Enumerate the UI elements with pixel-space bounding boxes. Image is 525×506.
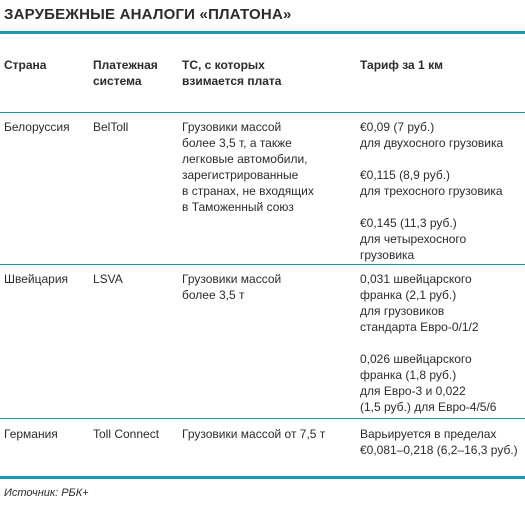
tariff-line: для грузовиков — [360, 304, 445, 318]
tariff-line: для Евро-3 и 0,022 — [360, 384, 466, 398]
cell-system: BelToll — [93, 120, 129, 134]
cell-country: Германия — [4, 427, 58, 441]
tariff-line: €0,081–0,218 (6,2–16,3 руб.) — [360, 443, 518, 457]
cell-tariff — [360, 119, 503, 263]
header-system — [93, 57, 158, 89]
tariff-line: 0,026 швейцарского — [360, 352, 472, 366]
cell-country: Швейцария — [4, 272, 69, 286]
tariff-line: для четырехосного — [360, 232, 467, 246]
tariff-line: €0,115 (8,9 руб.) — [360, 168, 451, 182]
tariff-line: (1,5 руб.) для Евро-4/5/6 — [360, 400, 497, 414]
source-note: Источник: РБК+ — [4, 487, 89, 499]
row-divider — [0, 264, 525, 265]
header-vehicles — [182, 57, 281, 89]
tariff-line: для трехосного грузовика — [360, 184, 503, 198]
header-system-line: Платежная — [93, 58, 158, 72]
cell-vehicles — [182, 426, 325, 442]
tariff-line: Варьируется в пределах — [360, 427, 497, 441]
tariff-line: стандарта Евро-0/1/2 — [360, 320, 479, 334]
vehicles-line: Грузовики массой — [182, 120, 282, 134]
vehicles-line: Грузовики массой — [182, 272, 282, 286]
title-rule — [0, 31, 525, 34]
tariff-line: франка (2,1 руб.) — [360, 288, 457, 302]
table-title: ЗАРУБЕЖНЫЕ АНАЛОГИ «ПЛАТОНА» — [4, 6, 292, 23]
tariff-line: €0,09 (7 руб.) — [360, 120, 435, 134]
header-country: Страна — [4, 58, 47, 72]
tariff-line: для двухосного грузовика — [360, 136, 504, 150]
vehicles-line: в странах, не входящих — [182, 184, 314, 198]
header-tariff: Тариф за 1 км — [360, 58, 443, 72]
tariff-line: франка (1,8 руб.) — [360, 368, 457, 382]
cell-country: Белоруссия — [4, 120, 70, 134]
cell-system: Toll Connect — [93, 427, 160, 441]
cell-system: LSVA — [93, 272, 123, 286]
row-divider — [0, 418, 525, 419]
cell-vehicles — [182, 119, 314, 215]
tariff-line: 0,031 швейцарского — [360, 272, 472, 286]
cell-tariff — [360, 426, 518, 458]
vehicles-line: легковые автомобили, — [182, 152, 308, 166]
vehicles-line: Грузовики массой от 7,5 т — [182, 427, 326, 441]
row-divider — [0, 112, 525, 113]
vehicles-line: более 3,5 т, а также — [182, 136, 292, 150]
vehicles-line: зарегистрированные — [182, 168, 299, 182]
cell-tariff — [360, 271, 496, 415]
table-bottom-rule — [0, 476, 525, 479]
header-vehicles-line: ТС, с которых — [182, 58, 265, 72]
cell-vehicles — [182, 271, 281, 303]
header-system-line: система — [93, 74, 142, 88]
header-vehicles-line: взимается плата — [182, 74, 282, 88]
vehicles-line: в Таможенный союз — [182, 200, 294, 214]
vehicles-line: более 3,5 т — [182, 288, 245, 302]
tariff-line: €0,145 (11,3 руб.) — [360, 216, 457, 230]
tariff-line: грузовика — [360, 248, 415, 262]
